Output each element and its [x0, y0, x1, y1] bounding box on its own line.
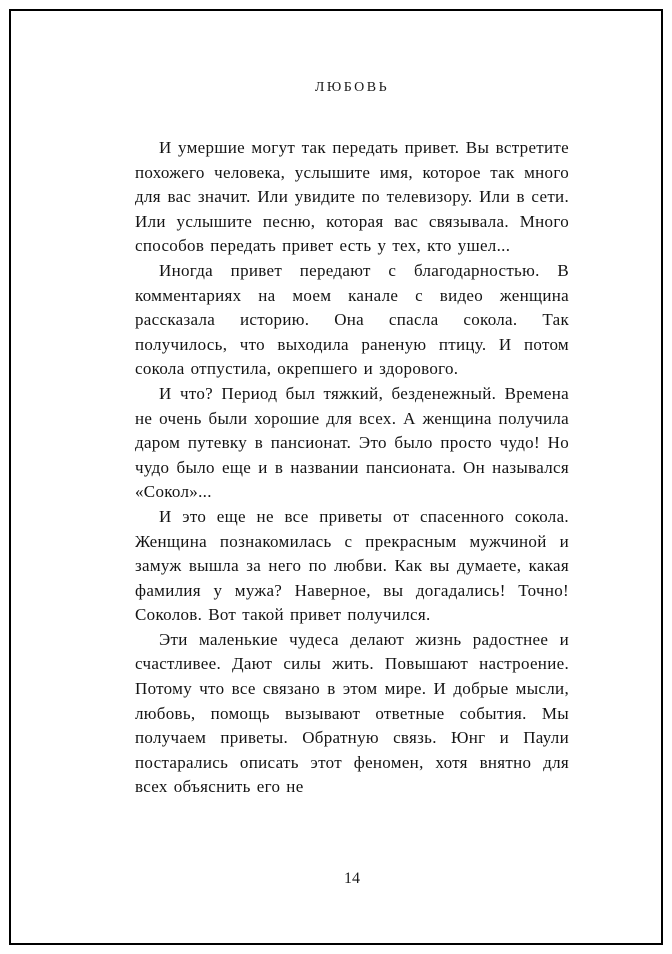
body-paragraph: Эти маленькие чудеса делают жизнь радостнее и счастливее. Дают силы жить. Повышают настроение. Потому что все связано в этом мире. И добрые мысли, любовь, помощь вызывают ответные события. Мы получаем приветы. Обратную связь. Юнг и Паули постарались описать этот феномен, хотя внятно для всех объяснить его не: [135, 629, 569, 797]
page-number: 14: [344, 870, 360, 887]
page-content: [135, 80, 569, 800]
running-header: ЛЮБОВЬ: [314, 80, 390, 95]
body-paragraph: И это еще не все приветы от спасенного сокола. Женщина познакомилась с прекрасным мужчиной и замуж вышла за него по любви. Как вы думаете, какая фамилия у мужа? Наверное, вы догадались! Точно! Соколов. Вот такой привет получился.: [135, 506, 569, 625]
body-paragraph: И умершие могут так передать привет. Вы встретите похожего человека, услышите имя, которое так много для вас значит. Или увидите по телевизору. Или в сети. Или услышите песню, которая вас связывала. Много способов передать привет есть у тех, кто ушел...: [135, 138, 569, 256]
body-paragraph: И что? Период был тяжкий, безденежный. Времена не очень были хорошие для всех. А женщина получила даром путевку в пансионат. Это было просто чудо! Но чудо было еще и в названии пансионата. Он назывался «Сокол»...: [135, 383, 569, 502]
body-paragraph: Иногда привет передают с благодарностью. В комментариях на моем канале с видео женщина рассказала историю. Она спасла сокола. Так получилось, что выходила раненую птицу. И потом сокола отпустила, окрепшего и здорового.: [135, 260, 569, 379]
